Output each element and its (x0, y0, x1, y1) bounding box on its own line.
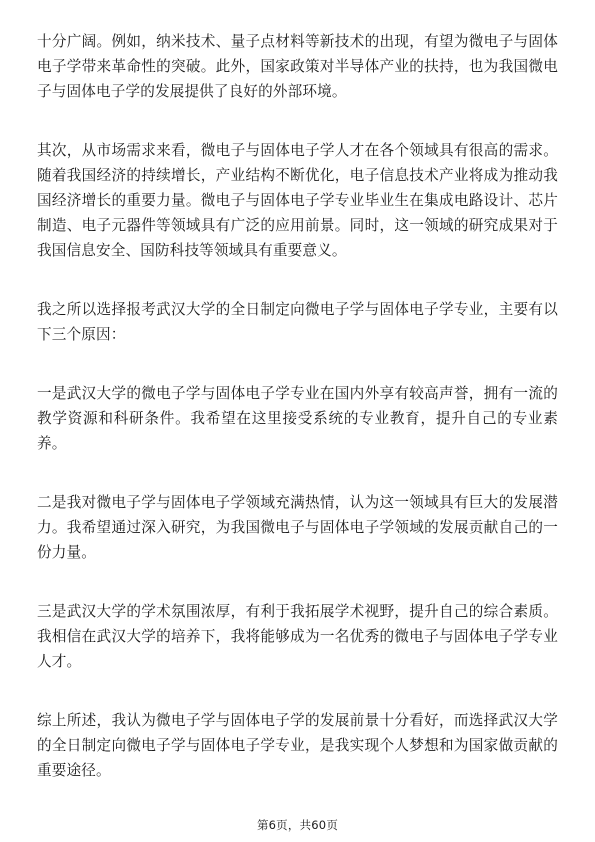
paragraph-7: 综上所述，我认为微电子学与固体电子学的发展前景十分看好，而选择武汉大学的全日制定向微电子学与固体电子学专业，是我实现个人梦想和为国家做贡献的重要途径。 (37, 712, 558, 779)
paragraph-2: 其次，从市场需求来看，微电子与固体电子学人才在各个领域具有很高的需求。随着我国经济的持续增长，产业结构不断优化，电子信息技术产业将成为推动我国经济增长的重要力量。微电子与固体电子学专业毕业生在集成电路设计、芯片制造、电子元器件等领域具有广泛的应用前景。同时，这一领域的研究成果对于我国信息安全、国防科技等领域具有重要意义。 (37, 142, 558, 259)
paragraph-5: 二是我对微电子学与固体电子学领域充满热情，认为这一领域具有巨大的发展潜力。我希望通过深入研究，为我国微电子与固体电子学领域的发展贡献自己的一份力量。 (37, 494, 558, 561)
page-number-footer: 第6页，共60页 (256, 818, 339, 832)
paragraph-4: 一是武汉大学的微电子学与固体电子学专业在国内外享有较高声誉，拥有一流的教学资源和科研条件。我希望在这里接受系统的专业教育，提升自己的专业素养。 (37, 385, 558, 452)
paragraph-3: 我之所以选择报考武汉大学的全日制定向微电子学与固体电子学专业，主要有以下三个原因： (37, 301, 558, 343)
document-body (37, 29, 558, 817)
paragraph-1: 十分广阔。例如，纳米技术、量子点材料等新技术的出现，有望为微电子与固体电子学带来革命性的突破。此外，国家政策对半导体产业的扶持，也为我国微电子与固体电子学的发展提供了良好的外部环境。 (37, 33, 558, 100)
paragraph-6: 三是武汉大学的学术氛围浓厚，有利于我拓展学术视野，提升自己的综合素质。我相信在武汉大学的培养下，我将能够成为一名优秀的微电子与固体电子学专业人才。 (37, 603, 558, 670)
